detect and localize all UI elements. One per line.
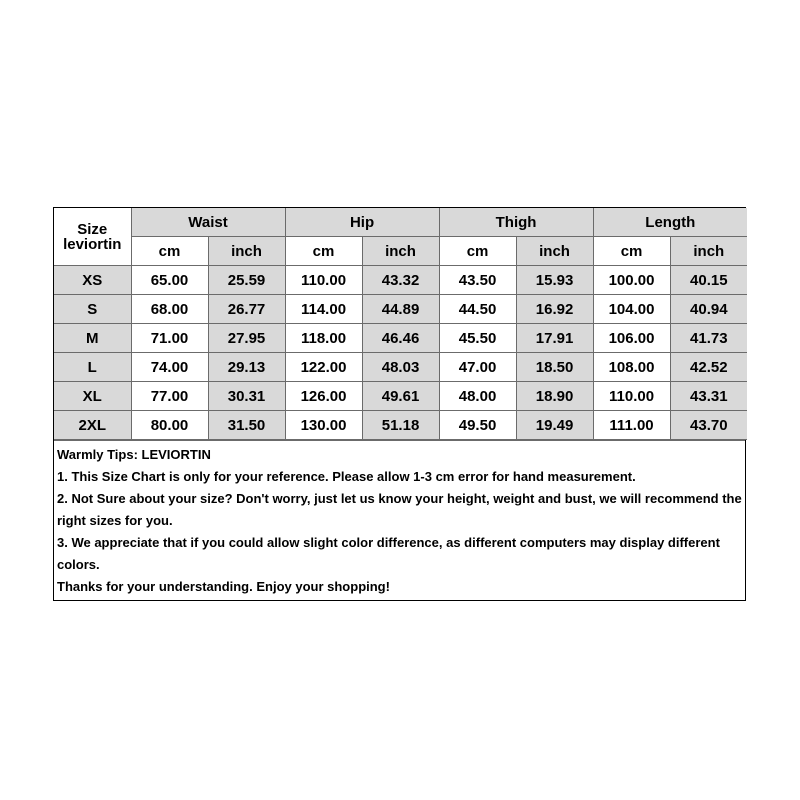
tips-heading: Warmly Tips: LEVIORTIN [57, 447, 211, 462]
hip-cm-cell: 130.00 [285, 411, 362, 440]
hip-inch-cell: 49.61 [362, 382, 439, 411]
size-table [54, 208, 747, 440]
size-chart [53, 207, 746, 601]
size-cell: S [54, 295, 131, 324]
thigh-inch-cell: 18.90 [516, 382, 593, 411]
thigh-cm-cell: 49.50 [439, 411, 516, 440]
unit-header-length-cm: cm [593, 237, 670, 266]
table-row [54, 266, 747, 295]
size-cell: XS [54, 266, 131, 295]
length-inch-cell: 43.31 [670, 382, 747, 411]
length-inch-cell: 40.94 [670, 295, 747, 324]
waist-inch-cell: 31.50 [208, 411, 285, 440]
tips-closing: Thanks for your understanding. Enjoy your shopping! [57, 579, 390, 594]
thigh-inch-cell: 15.93 [516, 266, 593, 295]
group-header-waist: Waist [131, 208, 285, 237]
thigh-cm-cell: 48.00 [439, 382, 516, 411]
unit-header-thigh-cm: cm [439, 237, 516, 266]
waist-cm-cell: 74.00 [131, 353, 208, 382]
group-header-length: Length [593, 208, 747, 237]
tips-section [54, 440, 745, 600]
hip-inch-cell: 51.18 [362, 411, 439, 440]
length-inch-cell: 42.52 [670, 353, 747, 382]
unit-header-thigh-inch: inch [516, 237, 593, 266]
hip-inch-cell: 43.32 [362, 266, 439, 295]
size-cell: M [54, 324, 131, 353]
size-cell: L [54, 353, 131, 382]
unit-header-length-inch: inch [670, 237, 747, 266]
length-cm-cell: 108.00 [593, 353, 670, 382]
hip-cm-cell: 110.00 [285, 266, 362, 295]
tips-line-2: 2. Not Sure about your size? Don't worry, just let us know your height, weight and bust, we will recommend the right sizes for you. [57, 491, 742, 528]
waist-cm-cell: 65.00 [131, 266, 208, 295]
waist-inch-cell: 26.77 [208, 295, 285, 324]
group-header-hip: Hip [285, 208, 439, 237]
tips-line-1: 1. This Size Chart is only for your reference. Please allow 1-3 cm error for hand measurement. [57, 469, 636, 484]
size-cell: XL [54, 382, 131, 411]
brand-header-label: leviortin [63, 235, 122, 253]
table-row [54, 411, 747, 440]
tips-line-3: 3. We appreciate that if you could allow slight color difference, as different computers may display different colors. [57, 535, 720, 572]
hip-cm-cell: 122.00 [285, 353, 362, 382]
waist-inch-cell: 29.13 [208, 353, 285, 382]
hip-inch-cell: 46.46 [362, 324, 439, 353]
thigh-cm-cell: 44.50 [439, 295, 516, 324]
length-cm-cell: 110.00 [593, 382, 670, 411]
length-cm-cell: 104.00 [593, 295, 670, 324]
size-column-header [54, 208, 131, 266]
thigh-inch-cell: 16.92 [516, 295, 593, 324]
unit-header-waist-cm: cm [131, 237, 208, 266]
unit-header-waist-inch: inch [208, 237, 285, 266]
hip-inch-cell: 48.03 [362, 353, 439, 382]
unit-header-hip-inch: inch [362, 237, 439, 266]
waist-cm-cell: 68.00 [131, 295, 208, 324]
table-row [54, 324, 747, 353]
thigh-inch-cell: 18.50 [516, 353, 593, 382]
waist-cm-cell: 71.00 [131, 324, 208, 353]
waist-cm-cell: 80.00 [131, 411, 208, 440]
length-cm-cell: 111.00 [593, 411, 670, 440]
waist-inch-cell: 30.31 [208, 382, 285, 411]
thigh-inch-cell: 17.91 [516, 324, 593, 353]
table-row [54, 295, 747, 324]
header-row-groups [54, 208, 747, 237]
header-row-units [54, 237, 747, 266]
hip-cm-cell: 118.00 [285, 324, 362, 353]
hip-inch-cell: 44.89 [362, 295, 439, 324]
thigh-cm-cell: 43.50 [439, 266, 516, 295]
table-row [54, 353, 747, 382]
length-cm-cell: 100.00 [593, 266, 670, 295]
thigh-cm-cell: 45.50 [439, 324, 516, 353]
hip-cm-cell: 126.00 [285, 382, 362, 411]
group-header-thigh: Thigh [439, 208, 593, 237]
length-inch-cell: 40.15 [670, 266, 747, 295]
length-inch-cell: 41.73 [670, 324, 747, 353]
waist-inch-cell: 27.95 [208, 324, 285, 353]
table-row [54, 382, 747, 411]
size-cell: 2XL [54, 411, 131, 440]
length-cm-cell: 106.00 [593, 324, 670, 353]
length-inch-cell: 43.70 [670, 411, 747, 440]
unit-header-hip-cm: cm [285, 237, 362, 266]
thigh-inch-cell: 19.49 [516, 411, 593, 440]
hip-cm-cell: 114.00 [285, 295, 362, 324]
thigh-cm-cell: 47.00 [439, 353, 516, 382]
size-header-label: Size [77, 220, 108, 238]
waist-inch-cell: 25.59 [208, 266, 285, 295]
waist-cm-cell: 77.00 [131, 382, 208, 411]
